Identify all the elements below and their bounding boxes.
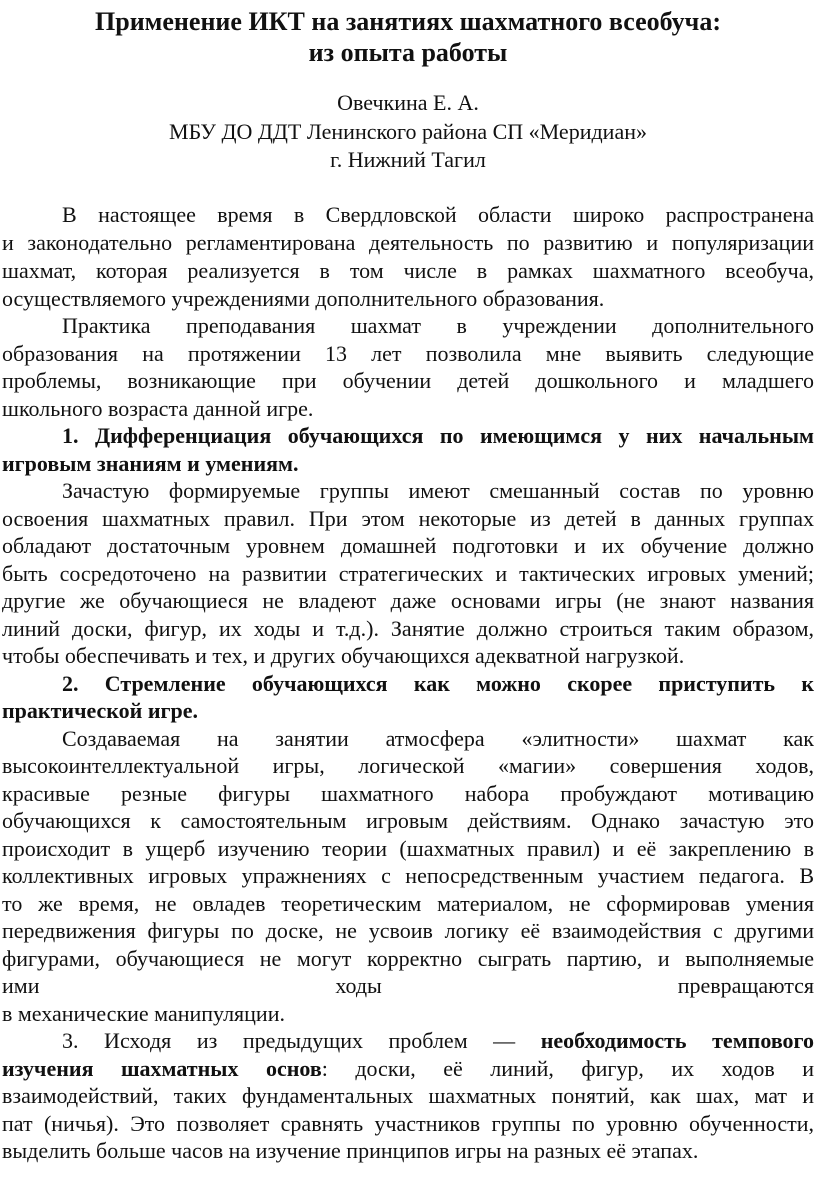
text-line: Зачастую формируемые группы имеют смешанный состав по уровню — [62, 478, 814, 503]
text-line: другие же обучающиеся не владеют даже основами игры (не знают названия — [2, 588, 814, 613]
text-line: проблемы, возникающие при обучении детей дошкольного и младшего — [2, 368, 814, 393]
text-line: фигурами, обучающиеся не могут корректно сыграть партию, и выполняемые — [2, 946, 814, 971]
text-line: обучающихся к самостоятельным игровым действиям. Однако зачастую это — [2, 808, 814, 833]
section-heading: практической игре. — [2, 698, 199, 723]
text-line: передвижения фигуры по доске, не усвоив логику её взаимодействия с другими — [2, 918, 814, 943]
text-line: быть сосредоточено на развитии стратегических и тактических игровых умений; — [2, 561, 814, 586]
text-line: Создаваемая на занятии атмосфера «элитности» шахмат как — [62, 726, 814, 751]
text-line: ими ходы превращаются — [2, 973, 814, 998]
text-line: образования на протяжении 13 лет позволила мне выявить следующие — [2, 341, 814, 366]
text-line: В настоящее время в Свердловской области широко распространена — [62, 202, 814, 227]
text-line: освоения шахматных правил. При этом некоторые из детей в данных группах — [2, 506, 814, 531]
text-line: шахмат, которая реализуется в том числе в рамках шахматного всеобуча, — [2, 258, 814, 283]
section-heading: 2. Стремление обучающихся как можно скорее приступить к — [62, 671, 814, 696]
text-line: коллективных игровых упражнениях с непосредственным участием педагога. В — [2, 863, 814, 888]
text-line: выделить больше часов на изучение принципов игры на разных её этапах. — [2, 1138, 699, 1163]
text-line: в механические манипуляции. — [2, 1001, 285, 1026]
text-line: происходит в ущерб изучению теории (шахматных правил) и её закреплению в — [2, 836, 814, 861]
city-name: г. Нижний Тагил — [330, 147, 486, 172]
text-line: высокоинтеллектуальной игры, логической «магии» совершения ходов, — [2, 753, 814, 778]
text-line: обладают достаточным уровнем домашней подготовки и их обучение должно — [2, 533, 814, 558]
text-line: взаимодействий, таких фундаментальных шахматных понятий, как шах, мат и — [2, 1083, 814, 1108]
text-line: и законодательно регламентирована деятельность по развитию и популяризации — [2, 230, 814, 255]
text-line: осуществляемого учреждениями дополнительного образования. — [2, 286, 605, 311]
text-line: школьного возраста данной игре. — [2, 396, 314, 421]
section-heading: 1. Дифференциация обучающихся по имеющимся у них начальным — [62, 423, 814, 448]
organization-name: МБУ ДО ДДТ Ленинского района СП «Меридиан» — [169, 119, 647, 144]
section-heading: игровым знаниям и умениям. — [2, 451, 299, 476]
text-line: чтобы обеспечивать и тех, и других обучающихся адекватной нагрузкой. — [2, 643, 685, 668]
emphasis-text: необходимость темпового — [540, 1028, 814, 1053]
text-line: красивые резные фигуры шахматного набора пробуждают мотивацию — [2, 781, 814, 806]
text-line: Практика преподавания шахмат в учреждении дополнительного — [62, 313, 814, 338]
document-title — [0, 6, 816, 68]
text-line: то же время, не овладев теоретическим материалом, не сформировав умения — [2, 891, 814, 916]
title-line-1: Применение ИКТ на занятиях шахматного всеобуча: — [95, 7, 721, 36]
text-line — [2, 1055, 814, 1083]
emphasis-text: изучения шахматных основ — [2, 1056, 322, 1081]
author-name: Овечкина Е. А. — [337, 90, 479, 115]
text-line — [62, 1027, 814, 1055]
text-run: 3. Исходя из предыдущих проблем — — [62, 1028, 541, 1053]
text-line: пат (ничья). Это позволяет сравнять участников группы по уровню обученности, — [2, 1111, 814, 1136]
title-line-2: из опыта работы — [308, 38, 508, 67]
text-run: : доски, её линий, фигур, их ходов и — [321, 1056, 814, 1081]
text-line: линий доски, фигур, их ходы и т.д.). Занятие должно строиться таким образом, — [2, 616, 814, 641]
